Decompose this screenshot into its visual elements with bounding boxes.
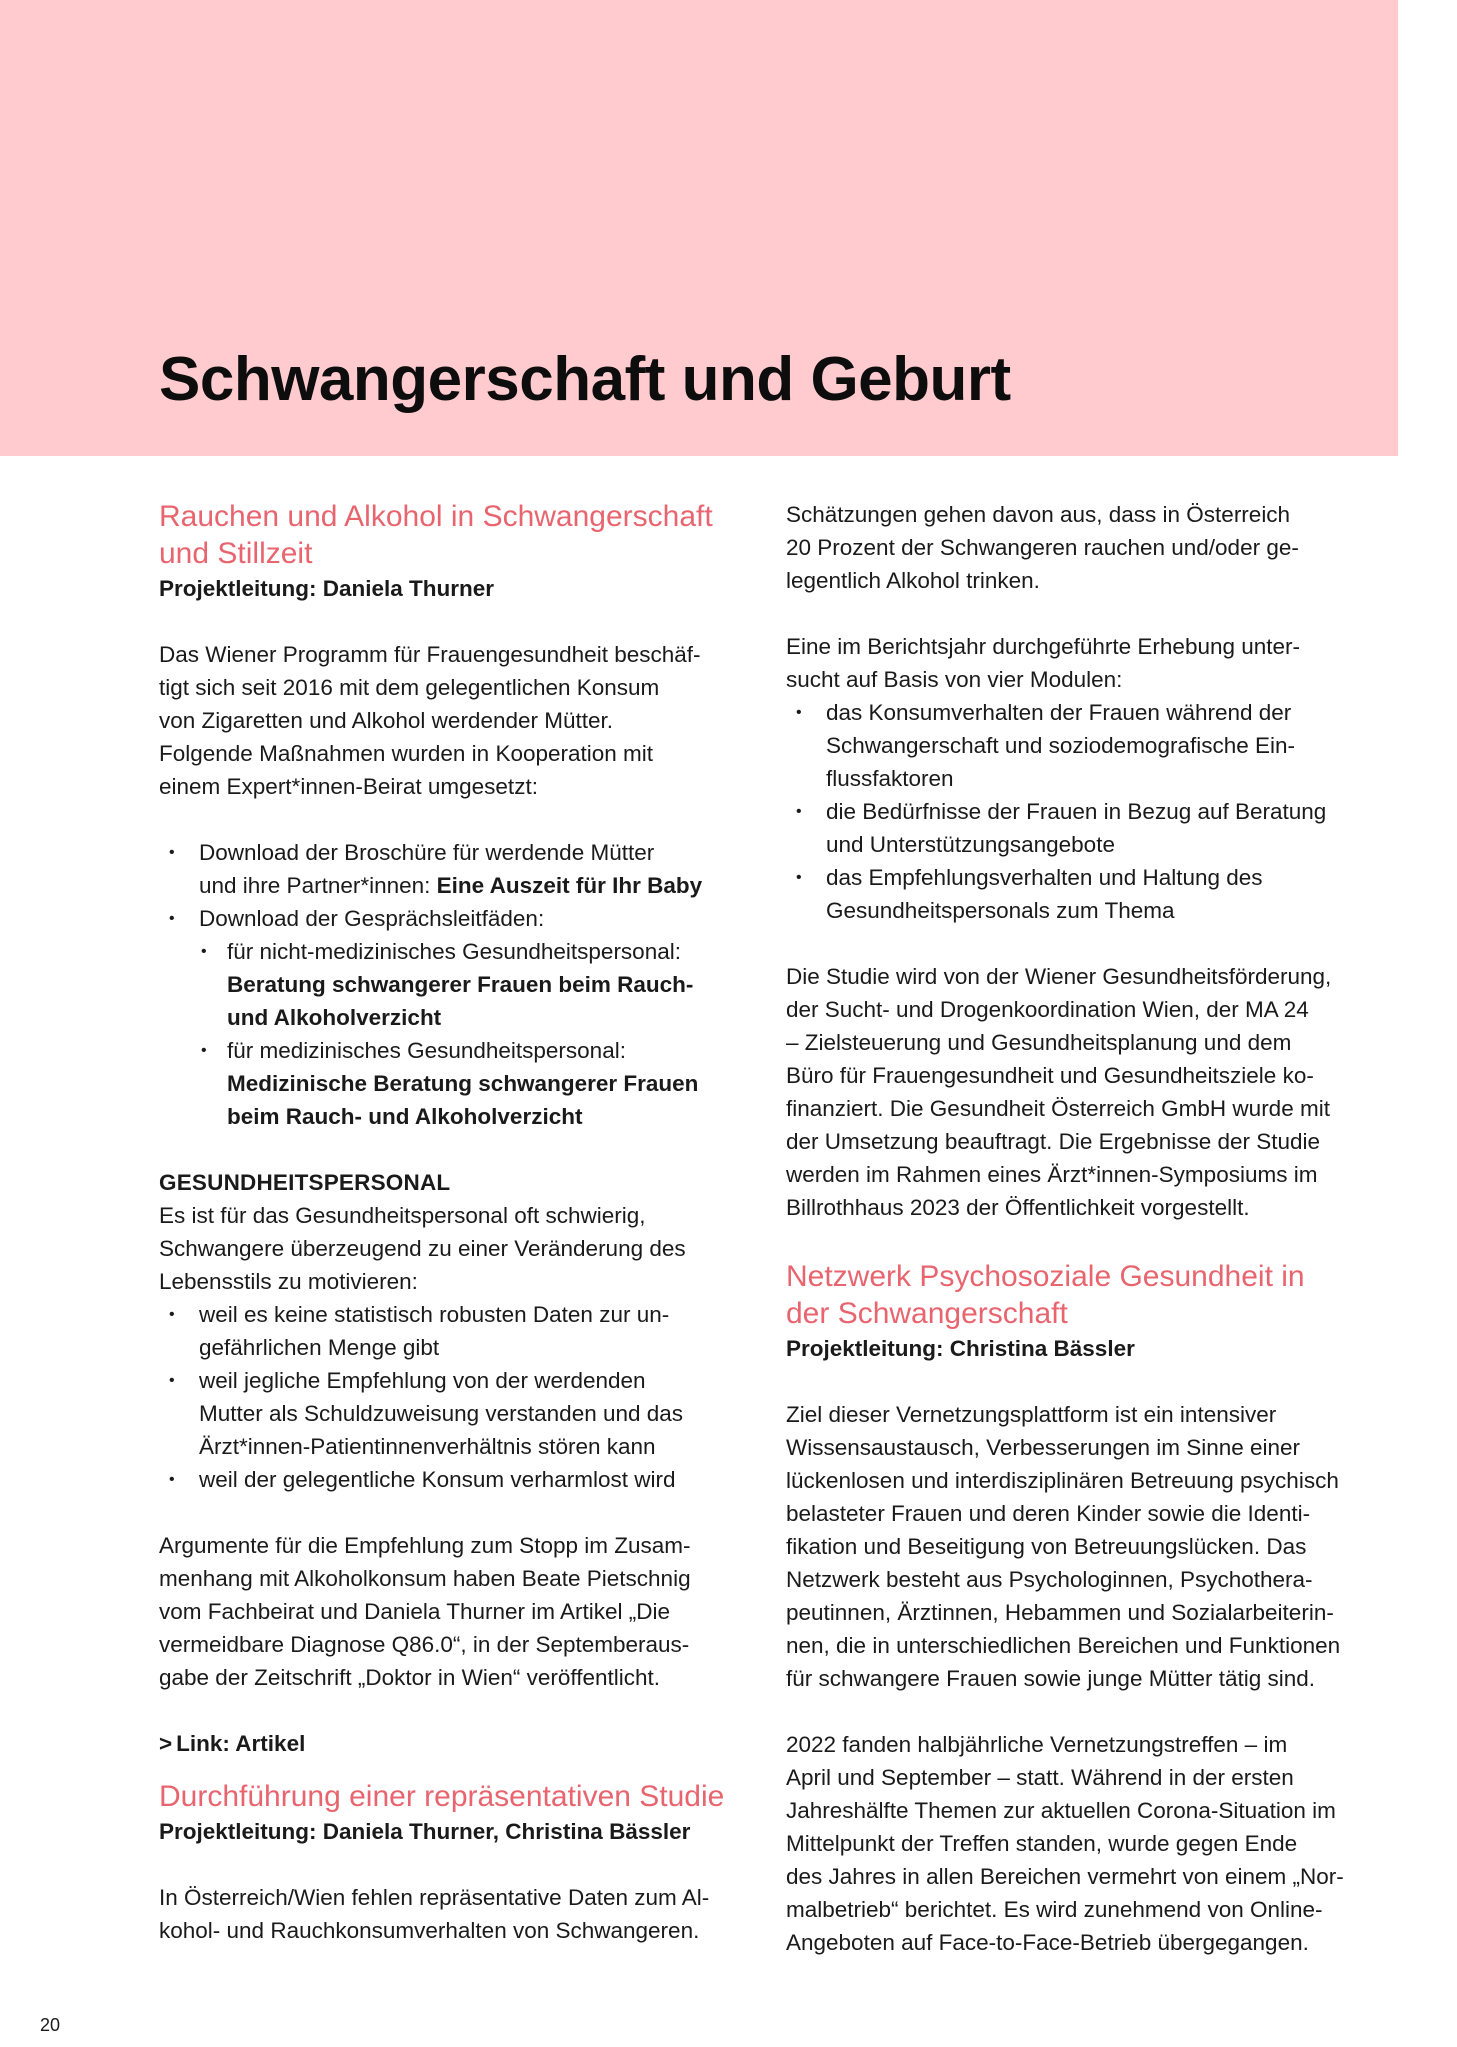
text-line: lückenlosen und interdisziplinären Betreuung psychisch: [786, 1468, 1339, 1493]
chevron-right-icon: >: [159, 1731, 173, 1756]
list-item: [199, 935, 739, 1034]
heading-line: der Schwangerschaft: [786, 1297, 1068, 1330]
text-line: legentlich Alkohol trinken.: [786, 568, 1040, 593]
text-line: Schätzungen gehen davon aus, dass in Österreich: [786, 502, 1291, 527]
text-line: für schwangere Frauen sowie junge Mütter tätig sind.: [786, 1666, 1316, 1691]
text-line: werden im Rahmen eines Ärzt*innen-Symposiums im: [786, 1162, 1318, 1187]
guide-title[interactable]: und Alkoholverzicht: [227, 1005, 442, 1030]
text-line: von Zigaretten und Alkohol werdender Mütter.: [159, 708, 614, 733]
paragraph-argumente: [159, 1529, 739, 1694]
text-line: Lebensstils zu motivieren:: [159, 1269, 418, 1294]
section-heading-studie: Durchführung einer repräsentativen Studie: [159, 1780, 725, 1813]
text-line: In Österreich/Wien fehlen repräsentative Daten zum Al-: [159, 1885, 710, 1910]
paragraph-erhebung: [786, 630, 1361, 696]
text-line: gefährlichen Menge gibt: [199, 1335, 440, 1360]
text-line: einem Expert*innen-Beirat umgesetzt:: [159, 774, 538, 799]
list-item: [786, 795, 1361, 861]
heading-line: und Stillzeit: [159, 537, 313, 570]
text-line: vom Fachbeirat und Daniela Thurner im Artikel „Die: [159, 1599, 671, 1624]
list-item: [199, 1034, 739, 1133]
project-lead: Projektleitung: Christina Bässler: [786, 1336, 1135, 1361]
text-line: fikation und Beseitigung von Betreuungslücken. Das: [786, 1534, 1307, 1559]
text-line: gabe der Zeitschrift „Doktor in Wien“ veröffentlicht.: [159, 1665, 661, 1690]
text-line: Netzwerk besteht aus Psychologinnen, Psychothera-: [786, 1567, 1313, 1592]
project-lead: Projektleitung: Daniela Thurner: [159, 576, 495, 601]
paragraph-studie-finanzierung: [786, 960, 1361, 1224]
text-line: und ihre Partner*innen:: [199, 873, 437, 898]
text-line: Folgende Maßnahmen wurden in Kooperation mit: [159, 741, 654, 766]
text-line: Gesundheitspersonals zum Thema: [826, 898, 1175, 923]
text-line: Jahreshälfte Themen zur aktuellen Corona-Situation im: [786, 1798, 1336, 1823]
text-line: – Zielsteuerung und Gesundheitsplanung und dem: [786, 1030, 1292, 1055]
text-line: weil es keine statistisch robusten Daten zur un-: [199, 1302, 670, 1327]
text-line: Ärzt*innen-Patientinnenverhältnis stören kann: [199, 1434, 656, 1459]
list-item: [159, 836, 739, 902]
text-line: Das Wiener Programm für Frauengesundheit beschäf-: [159, 642, 701, 667]
project-lead: Projektleitung: Daniela Thurner, Christina Bässler: [159, 1819, 691, 1844]
text-line: des Jahres in allen Bereichen vermehrt von einem „Nor-: [786, 1864, 1344, 1889]
list-item: [786, 861, 1361, 927]
text-line: tigt sich seit 2016 mit dem gelegentlichen Konsum: [159, 675, 660, 700]
guide-title[interactable]: Beratung schwangerer Frauen beim Rauch-: [227, 972, 694, 997]
text-line: Angeboten auf Face-to-Face-Betrieb übergegangen.: [786, 1930, 1309, 1955]
paragraph-gesundheitspersonal: [159, 1199, 739, 1298]
paragraph-schaetzungen: [786, 498, 1361, 597]
text-line: peutinnen, Ärztinnen, Hebammen und Sozialarbeiterin-: [786, 1600, 1334, 1625]
paragraph-intro: [159, 638, 739, 803]
text-line: malbetrieb“ berichtet. Es wird zunehmend von Online-: [786, 1897, 1323, 1922]
measures-list: [159, 836, 739, 1133]
guide-title[interactable]: beim Rauch- und Alkoholverzicht: [227, 1104, 583, 1129]
text-line: Download der Broschüre für werdende Mütter: [199, 840, 655, 865]
text-line: kohol- und Rauchkonsumverhalten von Schwangeren.: [159, 1918, 700, 1943]
section-heading-netzwerk: [786, 1258, 1361, 1332]
text-line: Mittelpunkt der Treffen standen, wurde gegen Ende: [786, 1831, 1298, 1856]
paragraph-studie: [159, 1881, 739, 1947]
brochure-title[interactable]: Eine Auszeit für Ihr Baby: [436, 873, 703, 898]
text-line: und Unterstützungsangebote: [826, 832, 1115, 857]
text-line: Download der Gesprächsleitfäden:: [199, 906, 545, 931]
text-line: Ziel dieser Vernetzungsplattform ist ein intensiver: [786, 1402, 1277, 1427]
left-column: [159, 498, 739, 1947]
reasons-list: [159, 1298, 739, 1496]
text-line: flussfaktoren: [826, 766, 954, 791]
link-label[interactable]: Link: Artikel: [176, 1731, 306, 1756]
heading-line: Rauchen und Alkohol in Schwangerschaft: [159, 500, 713, 533]
paragraph-vernetzungstreffen: [786, 1728, 1361, 1959]
text-line: vermeidbare Diagnose Q86.0“, in der Septemberaus-: [159, 1632, 690, 1657]
text-line: sucht auf Basis von vier Modulen:: [786, 667, 1123, 692]
text-line: der Sucht- und Drogenkoordination Wien, der MA 24: [786, 997, 1309, 1022]
text-line: die Bedürfnisse der Frauen in Bezug auf Beratung: [826, 799, 1327, 824]
paragraph-netzwerk: [786, 1398, 1361, 1695]
text-line: Argumente für die Empfehlung zum Stopp im Zusam-: [159, 1533, 691, 1558]
list-item: [159, 1364, 739, 1463]
right-column: [786, 498, 1361, 1959]
text-line: nen, die in unterschiedlichen Bereichen und Funktionen: [786, 1633, 1341, 1658]
text-line: Mutter als Schuldzuweisung verstanden und das: [199, 1401, 684, 1426]
text-line: Schwangerschaft und soziodemografische Ein-: [826, 733, 1296, 758]
text-line: weil der gelegentliche Konsum verharmlost wird: [199, 1467, 676, 1492]
page-title: Schwangerschaft und Geburt: [159, 345, 1011, 414]
modules-list: [786, 696, 1361, 927]
text-line: Es ist für das Gesundheitspersonal oft schwierig,: [159, 1203, 646, 1228]
text-line: 20 Prozent der Schwangeren rauchen und/oder ge-: [786, 535, 1299, 560]
heading-line: Netzwerk Psychosoziale Gesundheit in: [786, 1260, 1305, 1293]
text-line: das Konsumverhalten der Frauen während der: [826, 700, 1292, 725]
text-line: der Umsetzung beauftragt. Die Ergebnisse der Studie: [786, 1129, 1321, 1154]
article-link[interactable]: [159, 1727, 739, 1760]
text-line: für medizinisches Gesundheitspersonal:: [227, 1038, 626, 1063]
text-line: Billrothhaus 2023 der Öffentlichkeit vorgestellt.: [786, 1195, 1250, 1220]
text-line: belasteter Frauen und deren Kinder sowie die Identi-: [786, 1501, 1311, 1526]
sub-list: [199, 935, 739, 1133]
text-line: 2022 fanden halbjährliche Vernetzungstreffen – im: [786, 1732, 1288, 1757]
text-line: menhang mit Alkoholkonsum haben Beate Pietschnig: [159, 1566, 691, 1591]
text-line: April und September – statt. Während in der ersten: [786, 1765, 1294, 1790]
text-line: Die Studie wird von der Wiener Gesundheitsförderung,: [786, 964, 1332, 989]
text-line: Eine im Berichtsjahr durchgeführte Erhebung unter-: [786, 634, 1301, 659]
text-line: Schwangere überzeugend zu einer Veränderung des: [159, 1236, 686, 1261]
text-line: Wissensaustausch, Verbesserungen im Sinne einer: [786, 1435, 1301, 1460]
text-line: für nicht-medizinisches Gesundheitspersonal:: [227, 939, 681, 964]
list-item: [159, 1298, 739, 1364]
text-line: finanziert. Die Gesundheit Österreich GmbH wurde mit: [786, 1096, 1330, 1121]
guide-title[interactable]: Medizinische Beratung schwangerer Frauen: [227, 1071, 699, 1096]
subheading-gesundheitspersonal: GESUNDHEITSPERSONAL: [159, 1170, 451, 1195]
list-item: [159, 1463, 739, 1496]
page-number: 20: [40, 2015, 61, 2035]
list-item: [159, 902, 739, 1133]
text-line: Büro für Frauengesundheit und Gesundheitsziele ko-: [786, 1063, 1314, 1088]
list-item: [786, 696, 1361, 795]
section-heading-rauchen-alkohol: [159, 498, 739, 572]
text-line: das Empfehlungsverhalten und Haltung des: [826, 865, 1263, 890]
text-line: weil jegliche Empfehlung von der werdenden: [199, 1368, 646, 1393]
